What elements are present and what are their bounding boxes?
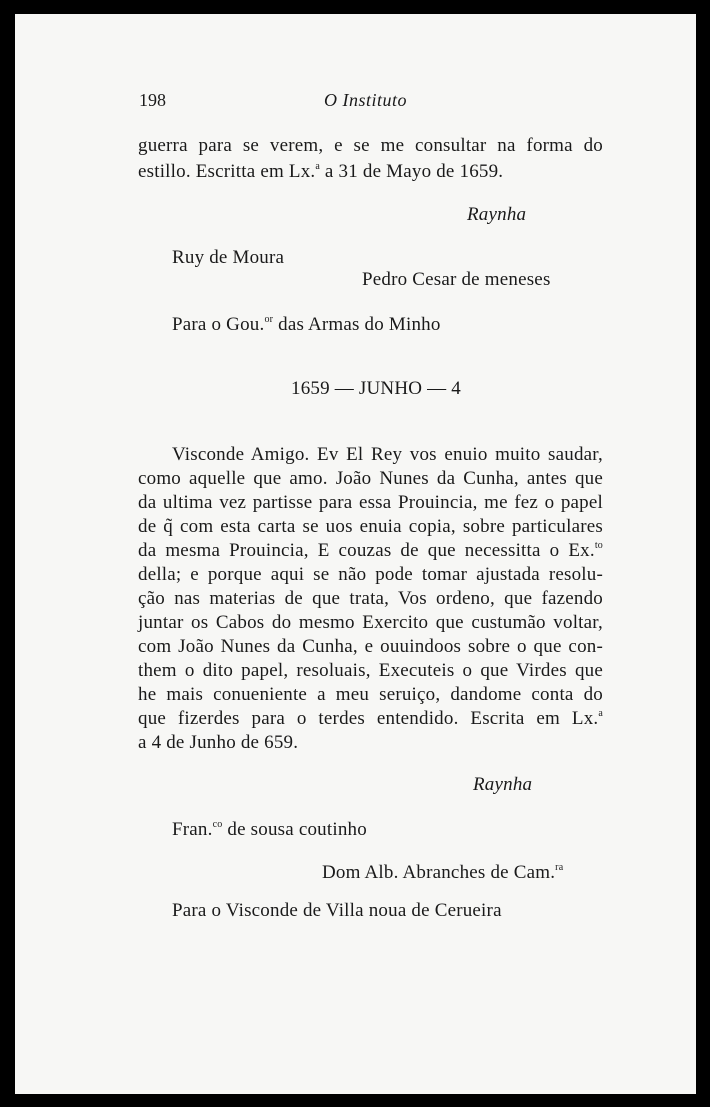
body-line: que fizerdes para o terdes entendido. Escrita em Lx.$^a$ bbox=[138, 708, 603, 729]
body-line: como aquelle que amo. João Nunes da Cunha, antes que bbox=[138, 468, 603, 489]
witness-name: Ruy de Moura bbox=[172, 247, 285, 268]
body-line: a 4 de Junho de 659. bbox=[138, 732, 299, 753]
address-line: Para o Gou.$^{or}$ das Armas do Minho bbox=[172, 314, 441, 335]
body-line: da mesma Prouincia, E couzas de que necessitta o Ex.$^{to}$ bbox=[138, 540, 603, 561]
body-line: juntar os Cabos do mesmo Exercito que custumão voltar, bbox=[138, 612, 603, 633]
body-line: de q̃ com esta carta se uos enuia copia, sobre particulares bbox=[138, 516, 603, 537]
dateline: 1659 — JUNHO — 4 bbox=[291, 378, 461, 399]
body-line: ção nas materias de que trata, Vos ordeno, que fazendo bbox=[138, 588, 603, 609]
body-line: estillo. Escritta em Lx.$^a$ a 31 de Mayo de 1659. bbox=[138, 161, 504, 182]
body-line: da ultima vez partisse para essa Prouincia, me fez o papel bbox=[138, 492, 603, 513]
page-number: 198 bbox=[139, 90, 166, 110]
running-title: O Instituto bbox=[324, 90, 408, 110]
body-line: Visconde Amigo. Ev El Rey vos enuio muito saudar, bbox=[172, 444, 603, 465]
body-line: com João Nunes da Cunha, e ouuindoos sobre o que con- bbox=[138, 636, 603, 657]
address-line: Para o Visconde de Villa noua de Cerueira bbox=[172, 900, 502, 921]
witness-name: Fran.$^{co}$ de sousa coutinho bbox=[172, 819, 367, 840]
body-line: he mais conueniente a meu seruiço, dandome conta do bbox=[138, 684, 603, 705]
signature-raynha: Raynha bbox=[473, 774, 533, 795]
signature-raynha: Raynha bbox=[467, 204, 527, 225]
witness-name: Dom Alb. Abranches de Cam.$^{ra}$ bbox=[322, 862, 564, 883]
body-line: della; e porque aqui se não pode tomar ajustada resolu- bbox=[138, 564, 603, 585]
body-line: guerra para se verem, e se me consultar na forma do bbox=[138, 135, 603, 156]
witness-name: Pedro Cesar de meneses bbox=[362, 269, 551, 290]
document-page bbox=[15, 14, 696, 1094]
body-line: them o dito papel, resoluais, Executeis o que Virdes que bbox=[138, 660, 603, 681]
